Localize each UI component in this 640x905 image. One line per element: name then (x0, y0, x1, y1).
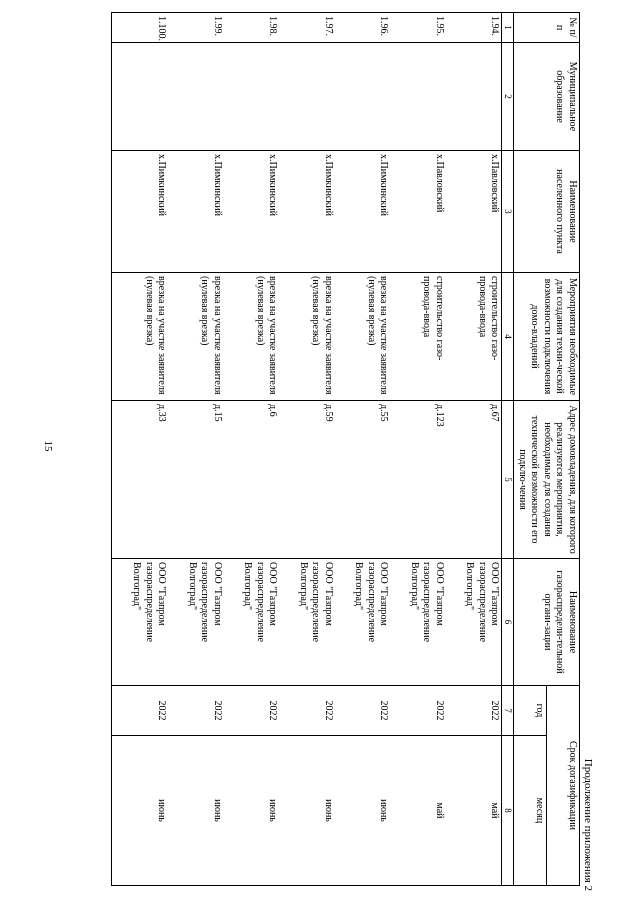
rotated-page-content (131, 0, 596, 905)
column-number: 8 (502, 736, 514, 886)
table-row (224, 13, 279, 886)
table-body (112, 13, 502, 886)
address-cell: д.123 (390, 401, 445, 559)
column-number: 2 (502, 43, 514, 151)
header-settlement: Наименование населенного пункта (514, 151, 580, 273)
settlement-cell: х.Павловский (390, 151, 445, 273)
address-cell: д.59 (279, 401, 334, 559)
column-number: 7 (502, 686, 514, 736)
header-measures: Мероприятия необходимые для создания техни-ческой возможности подключения домо-владений (514, 273, 580, 401)
row-number: 1.97. (279, 13, 334, 43)
column-number: 3 (502, 151, 514, 273)
year-cell: 2022 (224, 686, 279, 736)
table-row (112, 13, 168, 886)
municipality-cell (168, 43, 223, 151)
organization-cell: ООО "Газпром газораспределение Волгоград" (335, 559, 390, 686)
month-cell: май (446, 736, 502, 886)
municipality-cell (279, 43, 334, 151)
table-header (502, 13, 580, 886)
month-cell: июнь (335, 736, 390, 886)
address-cell: д.6 (224, 401, 279, 559)
row-number: 1.96. (335, 13, 390, 43)
measure-cell: врезка на участке заявителя (нулевая врезка) (168, 273, 223, 401)
measure-cell: врезка на участке заявителя (нулевая врезка) (279, 273, 334, 401)
row-number: 1.100. (112, 13, 168, 43)
year-cell: 2022 (168, 686, 223, 736)
row-number: 1.98. (224, 13, 279, 43)
municipality-cell (112, 43, 168, 151)
organization-cell: ООО "Газпром газораспределение Волгоград" (224, 559, 279, 686)
settlement-cell: х.Пимкинский (168, 151, 223, 273)
year-cell: 2022 (446, 686, 502, 736)
measure-cell: врезка на участке заявителя (нулевая врезка) (112, 273, 168, 401)
continuation-label: Продолжение приложения 2 (582, 758, 594, 891)
measure-cell: врезка на участке заявителя (нулевая врезка) (335, 273, 390, 401)
measure-cell: врезка на участке заявителя (нулевая врезка) (224, 273, 279, 401)
settlement-cell: х.Пимкинский (112, 151, 168, 273)
month-cell: июнь (112, 736, 168, 886)
column-number: 6 (502, 559, 514, 686)
month-cell: май (390, 736, 445, 886)
address-cell: д.15 (168, 401, 223, 559)
table-row (446, 13, 502, 886)
address-cell: д.55 (335, 401, 390, 559)
organization-cell: ООО "Газпром газораспределение Волгоград" (279, 559, 334, 686)
year-cell: 2022 (390, 686, 445, 736)
organization-cell: ООО "Газпром газораспределение Волгоград" (112, 559, 168, 686)
page-number: 15 (42, 440, 54, 452)
address-cell: д.33 (112, 401, 168, 559)
month-cell: июнь (224, 736, 279, 886)
header-address: Адрес домовладения, для которого реализуются мероприятия, необходимые для создания технической возможности его подклю-чения (514, 401, 580, 559)
settlement-cell: х.Пимкинский (224, 151, 279, 273)
year-cell: 2022 (279, 686, 334, 736)
appendix-table (112, 12, 581, 886)
header-municipality: Муниципальное образование (514, 43, 580, 151)
organization-cell: ООО "Газпром газораспределение Волгоград" (168, 559, 223, 686)
municipality-cell (390, 43, 445, 151)
month-cell: июнь (279, 736, 334, 886)
row-number: 1.99. (168, 13, 223, 43)
column-numbers-row (502, 13, 514, 886)
header-organization: Наименование газораспредели-тельной органи-зации (514, 559, 580, 686)
row-number: 1.94. (446, 13, 502, 43)
header-year: год (514, 686, 547, 736)
year-cell: 2022 (335, 686, 390, 736)
year-cell: 2022 (112, 686, 168, 736)
column-number: 1 (502, 13, 514, 43)
settlement-cell: х.Пимкинский (335, 151, 390, 273)
header-number: № п/п (514, 13, 580, 43)
month-cell: июнь (168, 736, 223, 886)
measure-cell: строительство газо-провода-ввода (446, 273, 502, 401)
settlement-cell: х.Пимкинский (279, 151, 334, 273)
row-number: 1.95. (390, 13, 445, 43)
organization-cell: ООО "Газпром газораспределение Волгоград" (446, 559, 502, 686)
measure-cell: строительство газо-провода-ввода (390, 273, 445, 401)
municipality-cell (446, 43, 502, 151)
address-cell: д.67 (446, 401, 502, 559)
organization-cell: ООО "Газпром газораспределение Волгоград" (390, 559, 445, 686)
header-month: месяц (514, 736, 547, 886)
table-row (335, 13, 390, 886)
settlement-cell: х.Павловский (446, 151, 502, 273)
column-number: 5 (502, 401, 514, 559)
municipality-cell (224, 43, 279, 151)
municipality-cell (335, 43, 390, 151)
table-row (279, 13, 334, 886)
table-row (168, 13, 223, 886)
header-gasification-term: Срок догазификации (547, 686, 580, 886)
column-number: 4 (502, 273, 514, 401)
table-row (390, 13, 445, 886)
